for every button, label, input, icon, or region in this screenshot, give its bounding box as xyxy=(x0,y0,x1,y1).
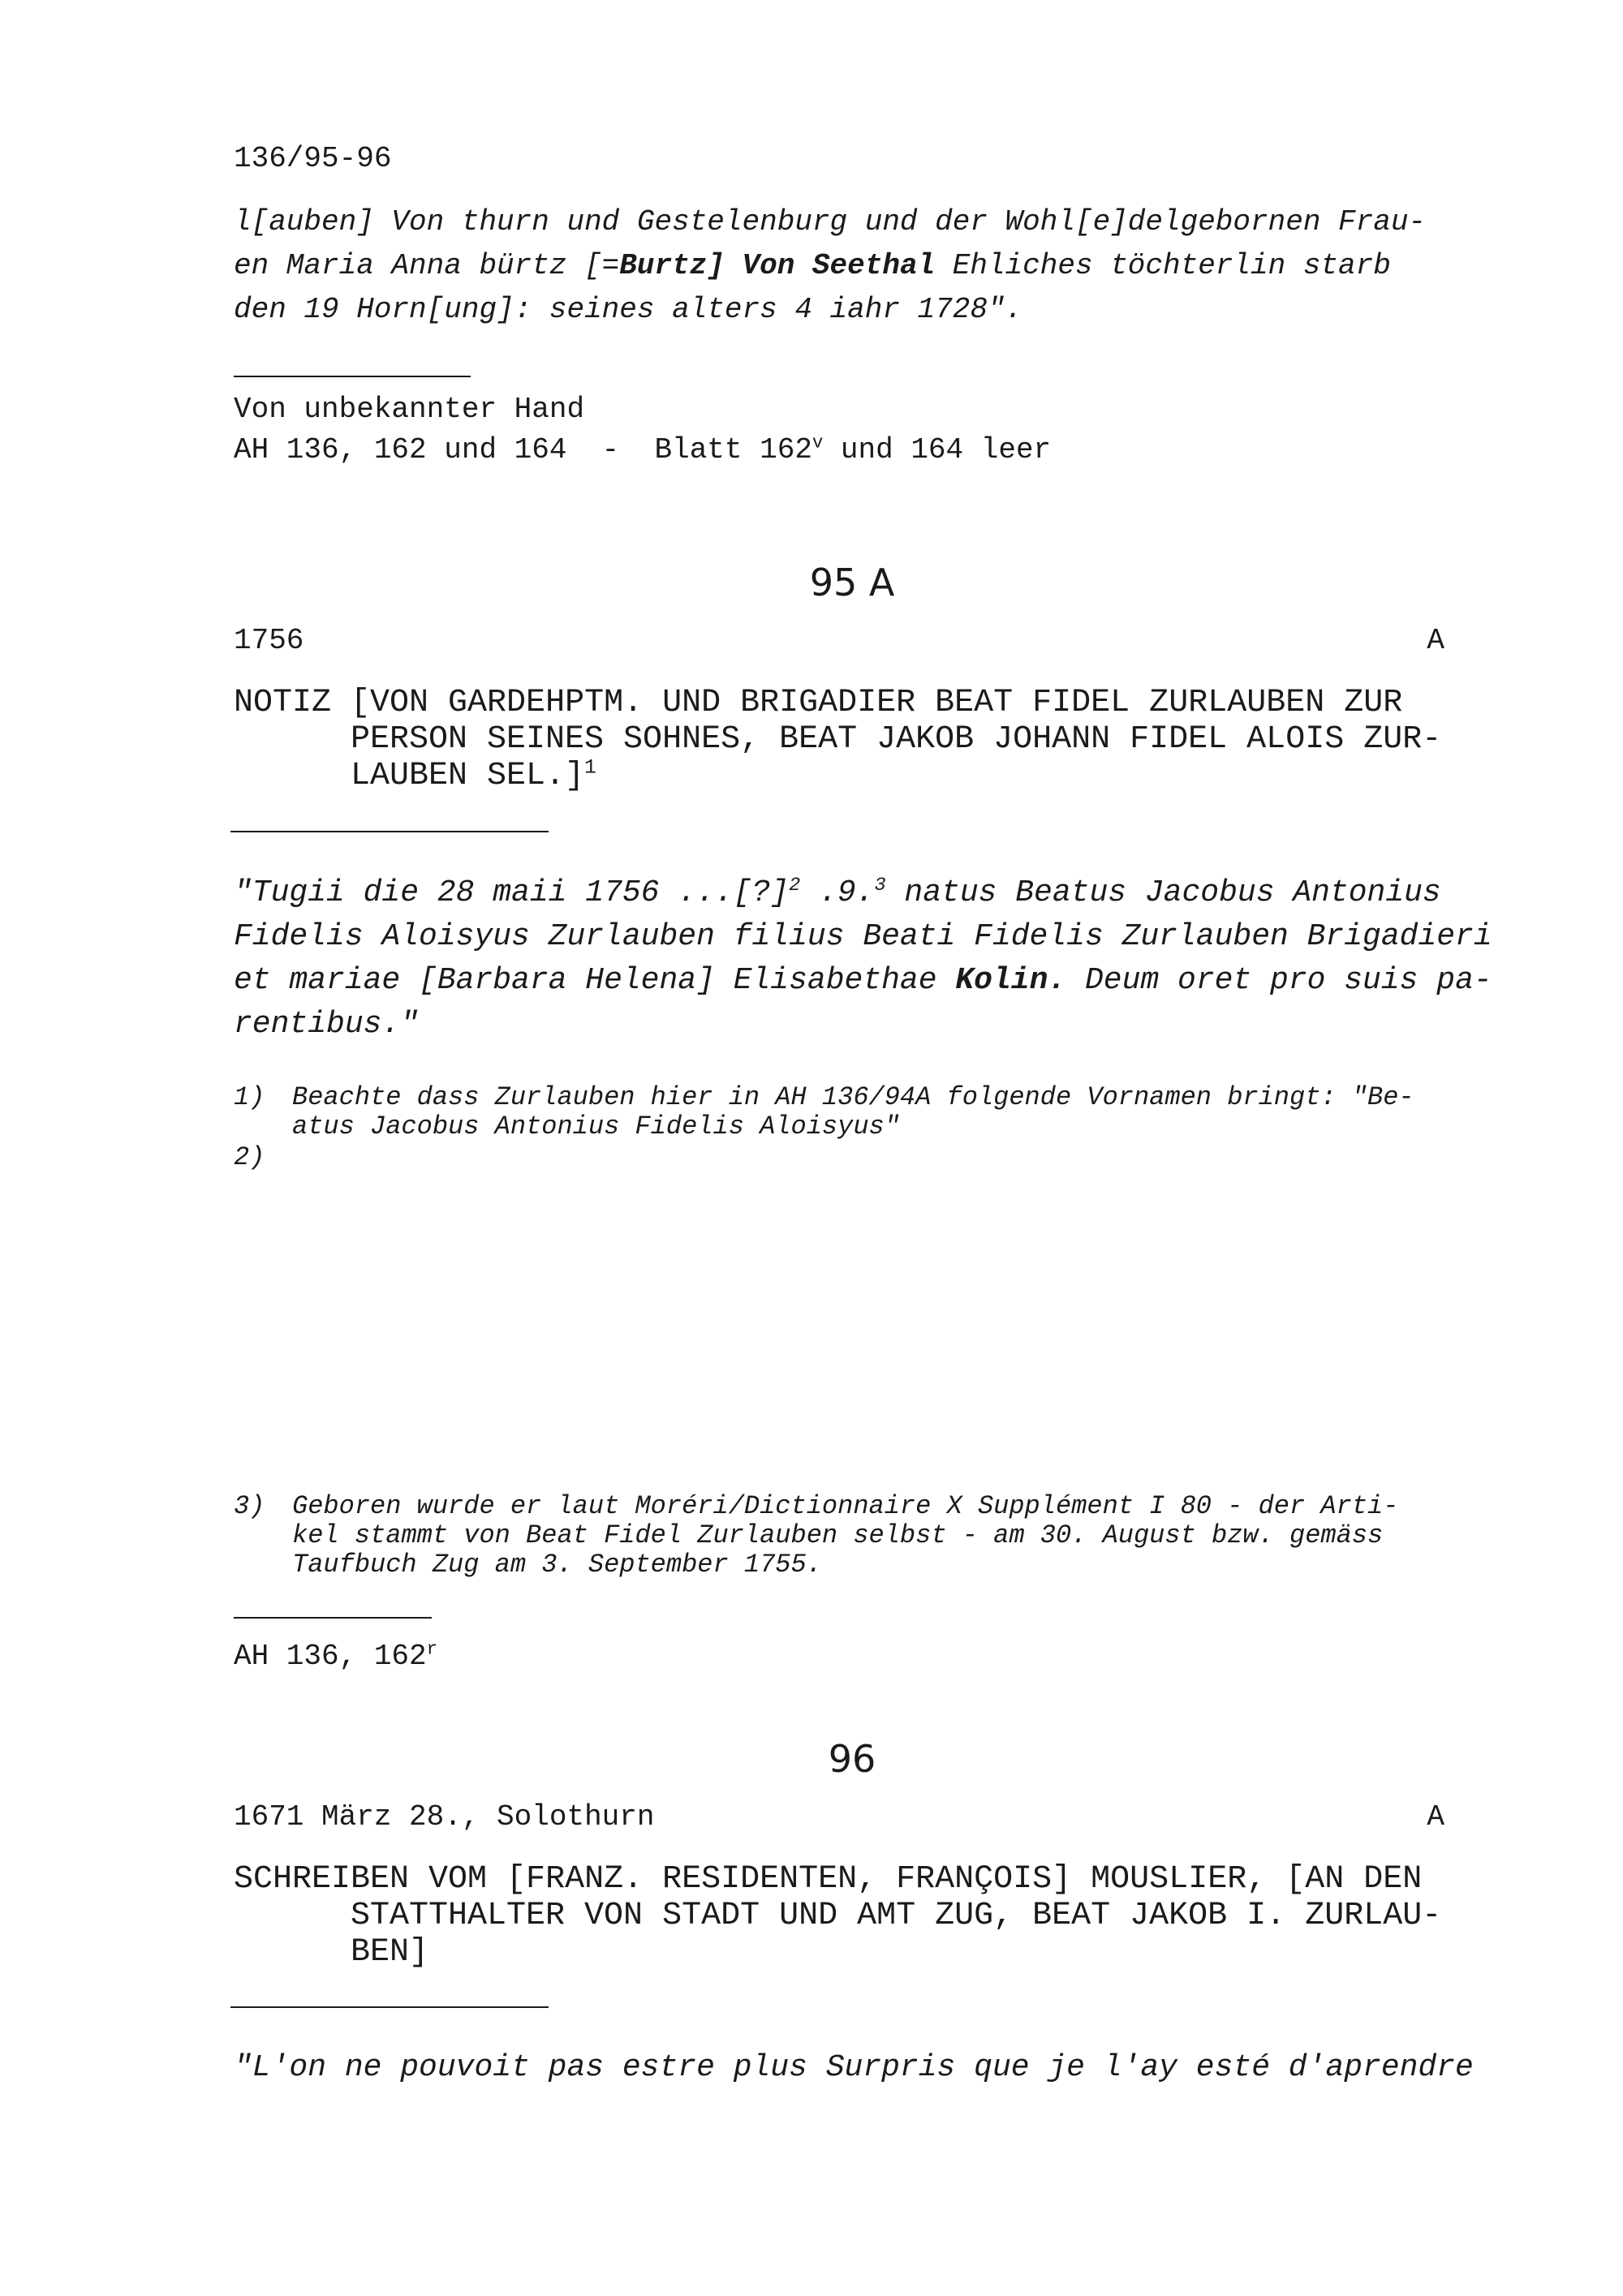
footnote-2-marker: 2) xyxy=(234,1142,265,1172)
quote-line-3: et mariae [Barbara Helena] Elisabethae Kolin. Deum oret pro suis pa- xyxy=(234,963,1492,998)
divider-rule xyxy=(234,376,471,377)
document-title-line-1: NOTIZ [VON GARDEHPTM. UND BRIGADIER BEAT FIDEL ZURLAUBEN ZUR xyxy=(234,685,1403,721)
divider-rule xyxy=(230,2006,549,2008)
footnote-3-line-3: Taufbuch Zug am 3. September 1755. xyxy=(292,1550,822,1580)
bold-name: Burtz] Von Seethal xyxy=(619,249,936,282)
bold-name: Kolin. xyxy=(955,963,1067,998)
document-title-line-2: STATTHALTER VON STADT UND AMT ZUG, BEAT JAKOB I. ZURLAU- xyxy=(351,1898,1442,1934)
document-signature: AH 136, 162$^r$ xyxy=(234,1638,438,1673)
document-title-line-1: SCHREIBEN VOM [FRANZ. RESIDENTEN, FRANÇOIS] MOUSLIER, [AN DEN xyxy=(234,1861,1423,1898)
footnote-1-line-1: Beachte dass Zurlauben hier in AH 136/94A folgende Vornamen bringt: "Be- xyxy=(292,1082,1414,1112)
document-type-code: A xyxy=(1427,1800,1444,1834)
quote-line-2: Fidelis Aloisyus Zurlauben filius Beati Fidelis Zurlauben Brigadieri xyxy=(234,919,1492,954)
quote-line-4: rentibus." xyxy=(234,1007,420,1042)
quote-line-1: "Tugii die 28 maii 1756 ...[?]$^2$ .9.$^3$ natus Beatus Jacobus Antonius xyxy=(234,875,1441,910)
document-date: 1756 xyxy=(234,624,304,657)
document-number: 96 xyxy=(828,1737,876,1781)
footnote-1-marker: 1) xyxy=(234,1082,265,1112)
prev-quote-line-2: en Maria Anna bürtz [=Burtz] Von Seethal Ehliches töchterlin starb xyxy=(234,249,1391,282)
document-title-line-2: PERSON SEINES SOHNES, BEAT JAKOB JOHANN FIDEL ALOIS ZUR- xyxy=(351,721,1442,758)
divider-rule xyxy=(234,1617,432,1619)
footnote-3-line-2: kel stammt von Beat Fidel Zurlauben selbst - am 30. August bzw. gemäss xyxy=(292,1520,1384,1550)
hand-note: Von unbekannter Hand xyxy=(234,393,585,426)
prev-quote-line-1: l[auben] Von thurn und Gestelenburg und der Wohl[e]delgebornen Frau- xyxy=(234,205,1427,239)
document-date: 1671 März 28., Solothurn xyxy=(234,1800,655,1834)
footnote-3-marker: 3) xyxy=(234,1491,265,1521)
footnote-1-line-2: atus Jacobus Antonius Fidelis Aloisyus" xyxy=(292,1111,900,1142)
prev-signature: AH 136, 162 und 164 - Blatt 162$^v$ und 164 leer xyxy=(234,432,1052,467)
document-number: 95 A xyxy=(809,561,895,604)
divider-rule xyxy=(230,831,549,832)
quote-line-1: "L'on ne pouvoit pas estre plus Surpris que je l'ay esté d'aprendre xyxy=(234,2050,1474,2085)
footnote-3-line-1: Geboren wurde er laut Moréri/Dictionnaire X Supplément I 80 - der Arti- xyxy=(292,1491,1399,1521)
page-reference: 136/95-96 xyxy=(234,142,392,175)
document-type-code: A xyxy=(1427,624,1444,657)
prev-quote-line-3: den 19 Horn[ung]: seines alters 4 iahr 1728". xyxy=(234,293,1023,326)
document-title-line-3: LAUBEN SEL.]$^1$ xyxy=(351,756,596,794)
document-title-line-3: BEN] xyxy=(351,1934,429,1971)
footnote-ref: 1 xyxy=(584,756,596,780)
